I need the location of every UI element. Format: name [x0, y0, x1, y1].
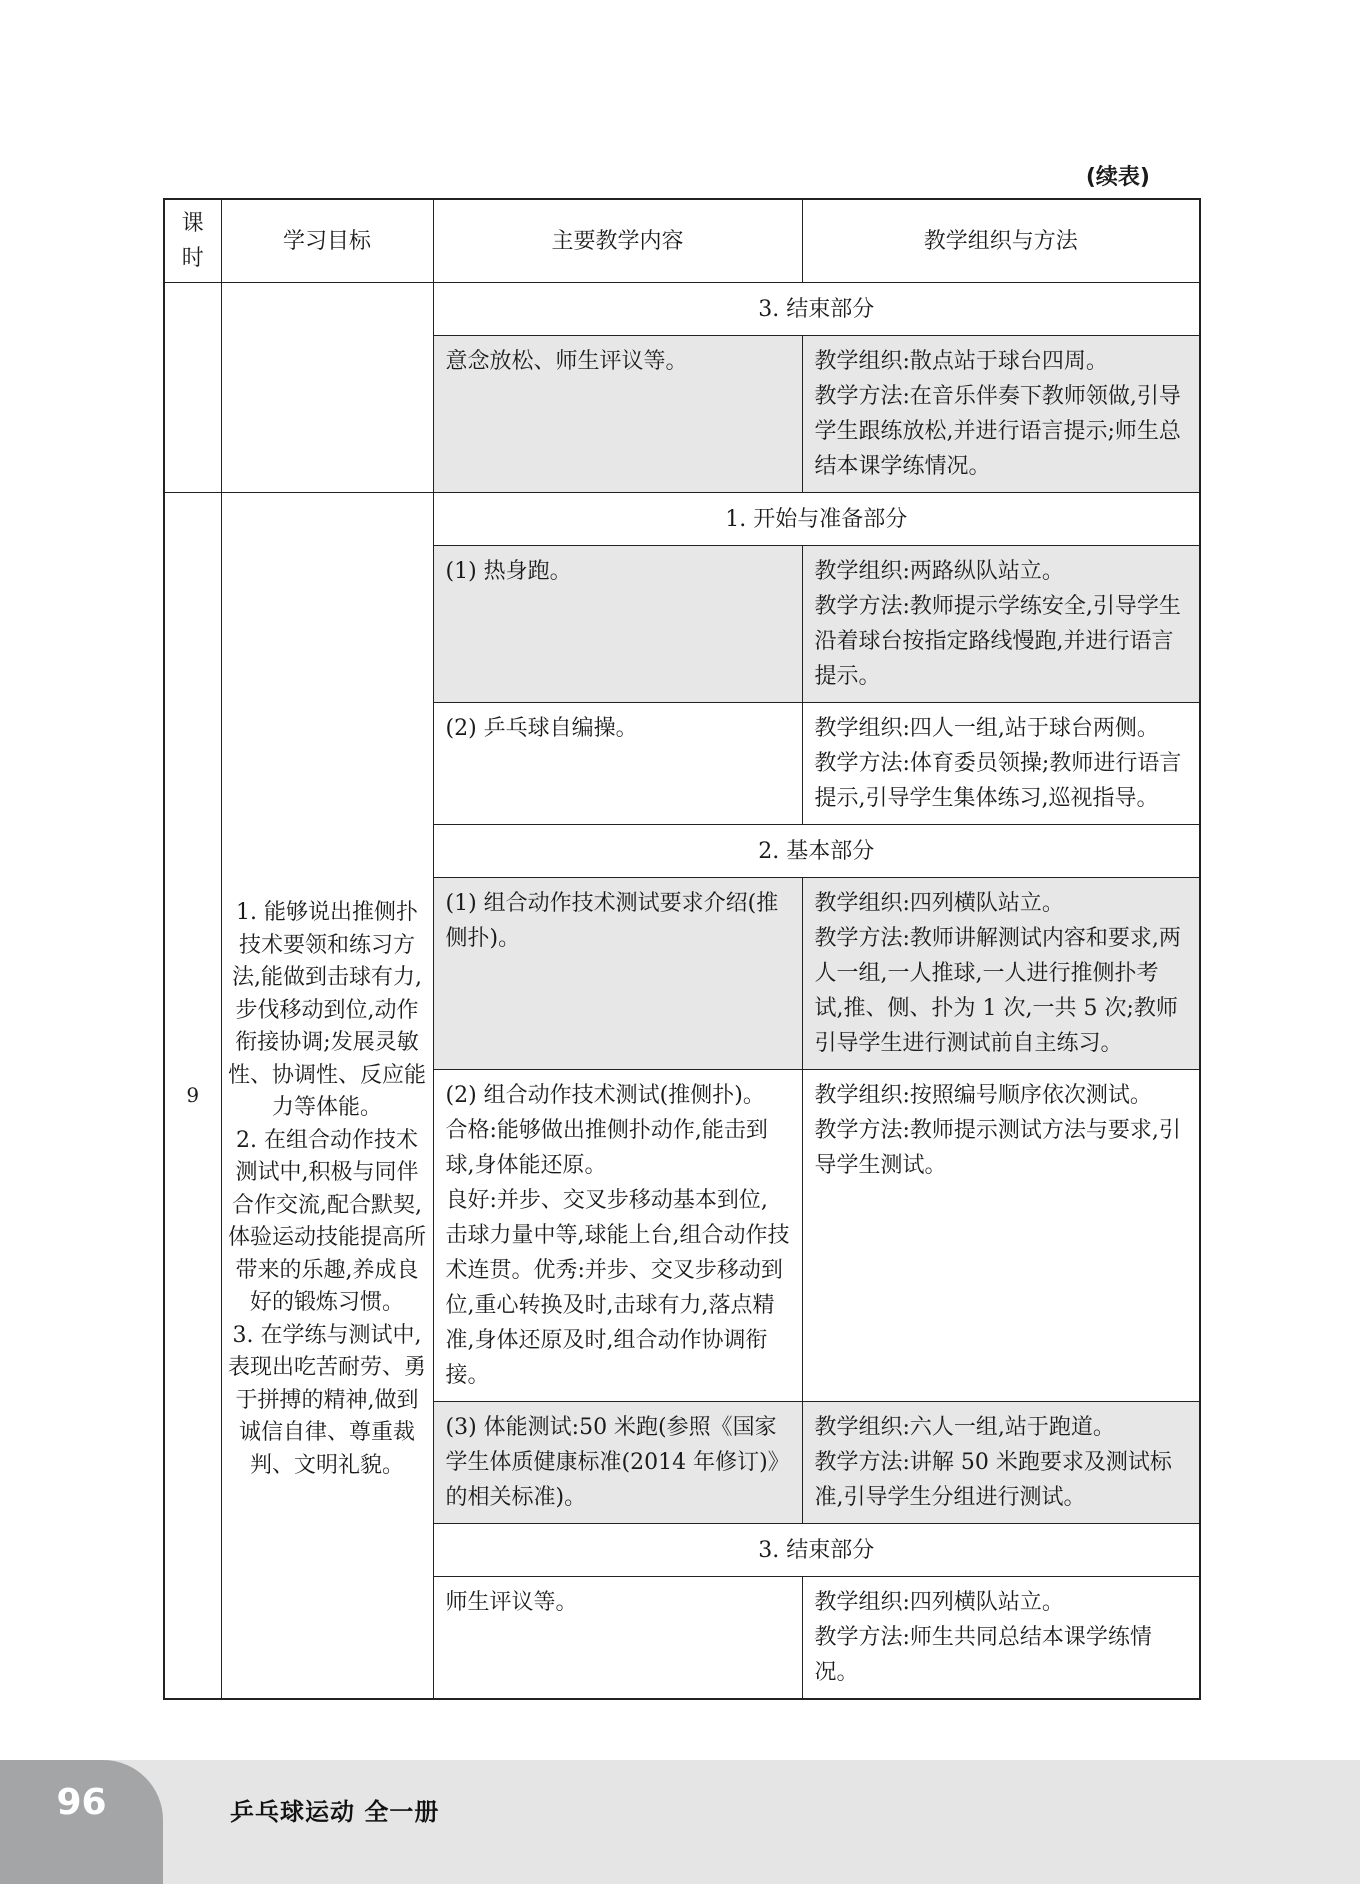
section-title: 2. 基本部分 [433, 825, 1200, 878]
method-approach: 教学方法:师生共同总结本课学练情况。 [814, 1625, 1152, 1685]
header-method: 教学组织与方法 [802, 199, 1200, 283]
method-approach: 教学方法:体育委员领操;教师进行语言提示,引导学生集体练习,巡视指导。 [814, 751, 1182, 811]
content-line: 合格:能够做出推侧扑动作,能击到球,身体能还原。 [445, 1118, 768, 1178]
section-title: 3. 结束部分 [433, 283, 1200, 336]
book-title: 乒乓球运动 全一册 [230, 1798, 440, 1826]
method-approach: 教学方法:教师提示学练安全,引导学生沿着球台按指定路线慢跑,并进行语言提示。 [814, 594, 1181, 689]
content-cell [433, 1070, 802, 1402]
content-line: 良好:并步、交叉步移动基本到位,击球力量中等,球能上台,组合动作技术连贯。优秀:并步、交叉步移动到位,重心转换及时,击球有力,落点精准,身体还原及时,组合动作协调衔接。 [445, 1188, 790, 1388]
section-title: 1. 开始与准备部分 [433, 493, 1200, 546]
page-number: 96 [56, 1782, 107, 1823]
method-org: 教学组织:两路纵队站立。 [814, 559, 1064, 584]
method-cell [802, 878, 1200, 1070]
goal-item: 1. 能够说出推侧扑技术要领和练习方法,能做到击球有力,步伐移动到位,动作衔接协调;发展灵敏性、协调性、反应能力等体能。 [227, 900, 426, 1120]
method-approach: 教学方法:在音乐伴奏下教师领做,引导学生跟练放松,并进行语言提示;师生总结本课学练情况。 [814, 384, 1181, 479]
content-cell: (2) 乒乓球自编操。 [433, 703, 802, 825]
lesson-number: 9 [164, 493, 221, 1700]
lesson-plan-table [163, 198, 1201, 1700]
header-content: 主要教学内容 [433, 199, 802, 283]
content-cell: (1) 热身跑。 [433, 546, 802, 703]
content-cell: 师生评议等。 [433, 1577, 802, 1700]
section-row [164, 283, 1200, 336]
method-org: 教学组织:按照编号顺序依次测试。 [814, 1083, 1152, 1108]
method-approach: 教学方法:讲解 50 米跑要求及测试标准,引导学生分组进行测试。 [814, 1450, 1172, 1510]
goal-item: 2. 在组合动作技术测试中,积极与同伴合作交流,配合默契,体验运动技能提高所带来的乐趣,养成良好的锻炼习惯。 [227, 1127, 426, 1315]
content-line: (2) 组合动作技术测试(推侧扑)。 [445, 1083, 765, 1108]
header-goals: 学习目标 [221, 199, 433, 283]
header-lesson: 课时 [164, 199, 221, 283]
method-approach: 教学方法:教师讲解测试内容和要求,两人一组,一人推球,一人进行推侧扑考试,推、侧、扑为 1 次,一共 5 次;教师引导学生进行测试前自主练习。 [814, 926, 1181, 1056]
method-cell [802, 1402, 1200, 1524]
method-cell [802, 703, 1200, 825]
continued-label: (续表) [1085, 165, 1150, 190]
content-cell: 意念放松、师生评议等。 [433, 336, 802, 493]
method-cell [802, 546, 1200, 703]
goal-item: 3. 在学练与测试中,表现出吃苦耐劳、勇于拼搏的精神,做到诚信自律、尊重裁判、文明礼貌。 [227, 1322, 426, 1478]
method-org: 教学组织:四列横队站立。 [814, 1590, 1064, 1615]
method-org: 教学组织:六人一组,站于跑道。 [814, 1415, 1115, 1440]
method-approach: 教学方法:教师提示测试方法与要求,引导学生测试。 [814, 1118, 1181, 1178]
section-row [164, 493, 1200, 546]
method-cell [802, 1577, 1200, 1700]
method-org: 教学组织:散点站于球台四周。 [814, 349, 1108, 374]
method-cell [802, 1070, 1200, 1402]
content-cell: (1) 组合动作技术测试要求介绍(推侧扑)。 [433, 878, 802, 1070]
method-cell [802, 336, 1200, 493]
footer-band [0, 1760, 1360, 1884]
header-row [164, 199, 1200, 283]
goals-cell [221, 493, 433, 1700]
section-title: 3. 结束部分 [433, 1524, 1200, 1577]
goals-cell-empty [221, 283, 433, 493]
lesson-cell-empty [164, 283, 221, 493]
method-org: 教学组织:四人一组,站于球台两侧。 [814, 716, 1159, 741]
content-cell: (3) 体能测试:50 米跑(参照《国家学生体质健康标准(2014 年修订)》的相关标准)。 [433, 1402, 802, 1524]
method-org: 教学组织:四列横队站立。 [814, 891, 1064, 916]
